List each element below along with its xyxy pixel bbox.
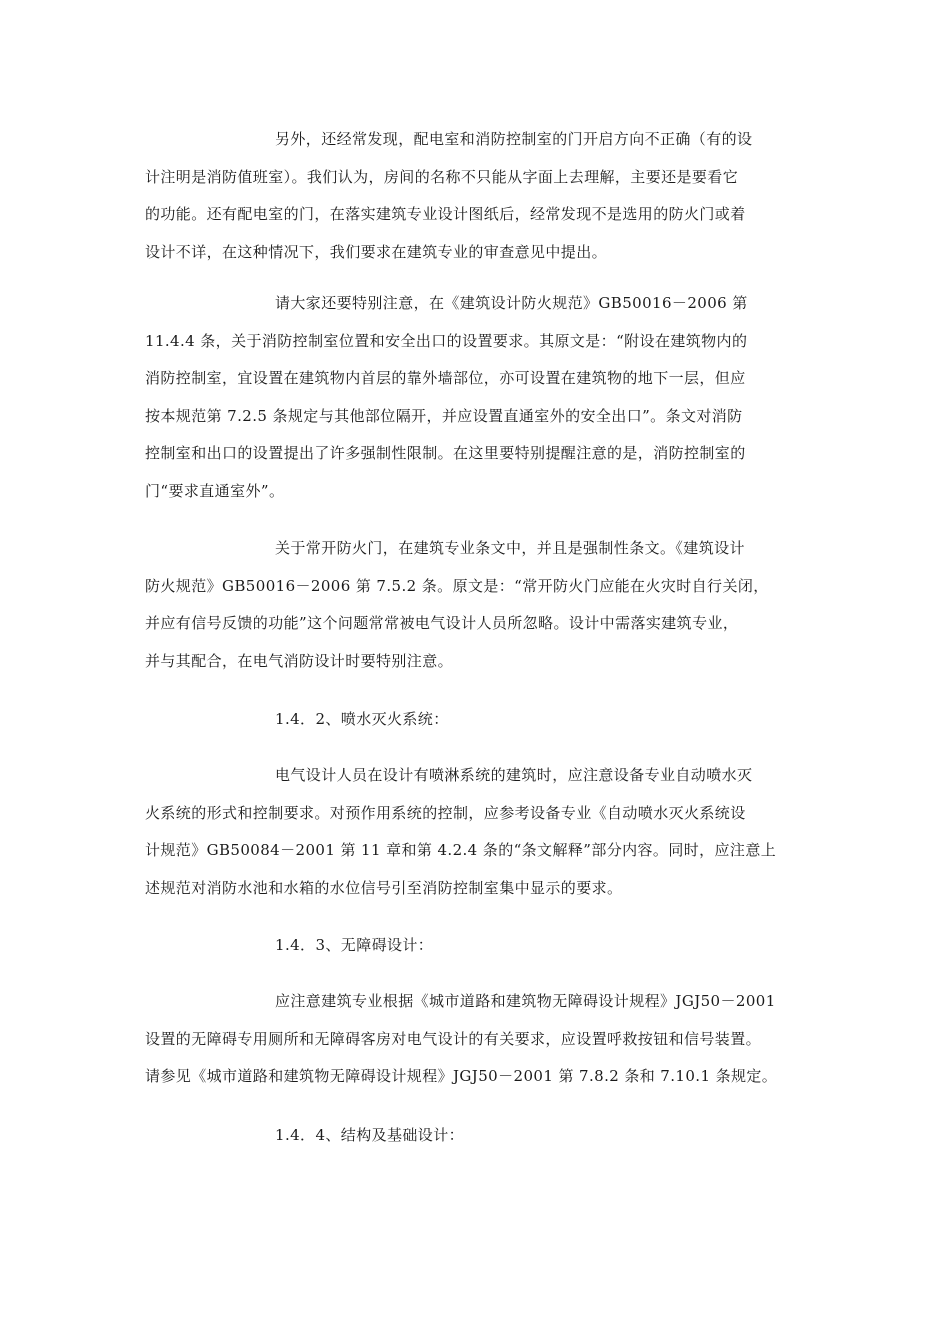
text-line: 设置的无障碍专用厕所和无障碍客房对电气设计的有关要求，应设置呼救按钮和信号装置。	[145, 1029, 762, 1048]
section-heading-structure: 1.4．4、结构及基础设计：	[275, 1126, 464, 1144]
paragraph-door-direction	[145, 121, 810, 271]
text-line: 关于常开防火门，在建筑专业条文中，并且是强制性条文。《建筑设计	[275, 539, 745, 557]
text-line: 的功能。还有配电室的门，在落实建筑专业设计图纸后，经常发现不是选用的防火门或着	[145, 205, 746, 223]
text-line: 请大家还要特别注意，在《建筑设计防火规范》GB50016－2006 第	[275, 294, 748, 312]
text-line: 应注意建筑专业根据《城市道路和建筑物无障碍设计规程》JGJ50－2001	[275, 992, 776, 1010]
text-line: 述规范对消防水池和水箱的水位信号引至消防控制室集中显示的要求。	[145, 878, 623, 897]
text-line: 另外，还经常发现，配电室和消防控制室的门开启方向不正确（有的设	[275, 130, 753, 148]
text-line: 消防控制室，宜设置在建筑物内首层的靠外墙部位，亦可设置在建筑物的地下一层，但应	[145, 369, 746, 387]
text-line: 请参见《城市道路和建筑物无障碍设计规程》JGJ50－2001 第 7.8.2 条和 7.10.1 条规定。	[145, 1067, 778, 1085]
section-heading-accessibility: 1.4．3、无障碍设计：	[275, 936, 434, 954]
section-heading-sprinkler: 1.4．2、喷水灭火系统：	[275, 710, 449, 728]
text-line: 并与其配合，在电气消防设计时要特别注意。	[145, 651, 454, 670]
text-line: 并应有信号反馈的功能”这个问题常常被电气设计人员所忽略。设计中需落实建筑专业，	[145, 614, 739, 632]
text-line: 计注明是消防值班室）。我们认为，房间的名称不只能从字面上去理解，主要还是要看它	[145, 167, 739, 186]
text-line: 防火规范》GB50016－2006 第 7.5.2 条。原文是：“常开防火门应能在火灾时自行关闭，	[145, 576, 769, 595]
text-line: 11.4.4 条，关于消防控制室位置和安全出口的设置要求。其原文是：“附设在建筑物内的	[145, 331, 748, 350]
paragraph-accessibility	[145, 983, 810, 1096]
text-line: 按本规范第 7.2.5 条规定与其他部位隔开，并应设置直通室外的安全出口”。条文对消防	[145, 406, 743, 425]
text-line: 控制室和出口的设置提出了许多强制性限制。在这里要特别提醒注意的是，消防控制室的	[145, 444, 746, 462]
text-line: 设计不详，在这种情况下，我们要求在建筑专业的审查意见中提出。	[145, 242, 608, 261]
text-line: 电气设计人员在设计有喷淋系统的建筑时，应注意设备专业自动喷水灭	[275, 766, 753, 784]
text-line: 计规范》GB50084－2001 第 11 章和第 4.2.4 条的“条文解释”部分内容。同时，应注意上	[145, 841, 777, 859]
paragraph-fire-doors	[145, 530, 810, 680]
paragraph-sprinkler	[145, 757, 810, 907]
text-line: 火系统的形式和控制要求。对预作用系统的控制，应参考设备专业《自动喷水灭火系统设	[145, 803, 746, 822]
paragraph-control-room-exit	[145, 285, 810, 510]
text-line: 门“要求直通室外”。	[145, 481, 285, 500]
